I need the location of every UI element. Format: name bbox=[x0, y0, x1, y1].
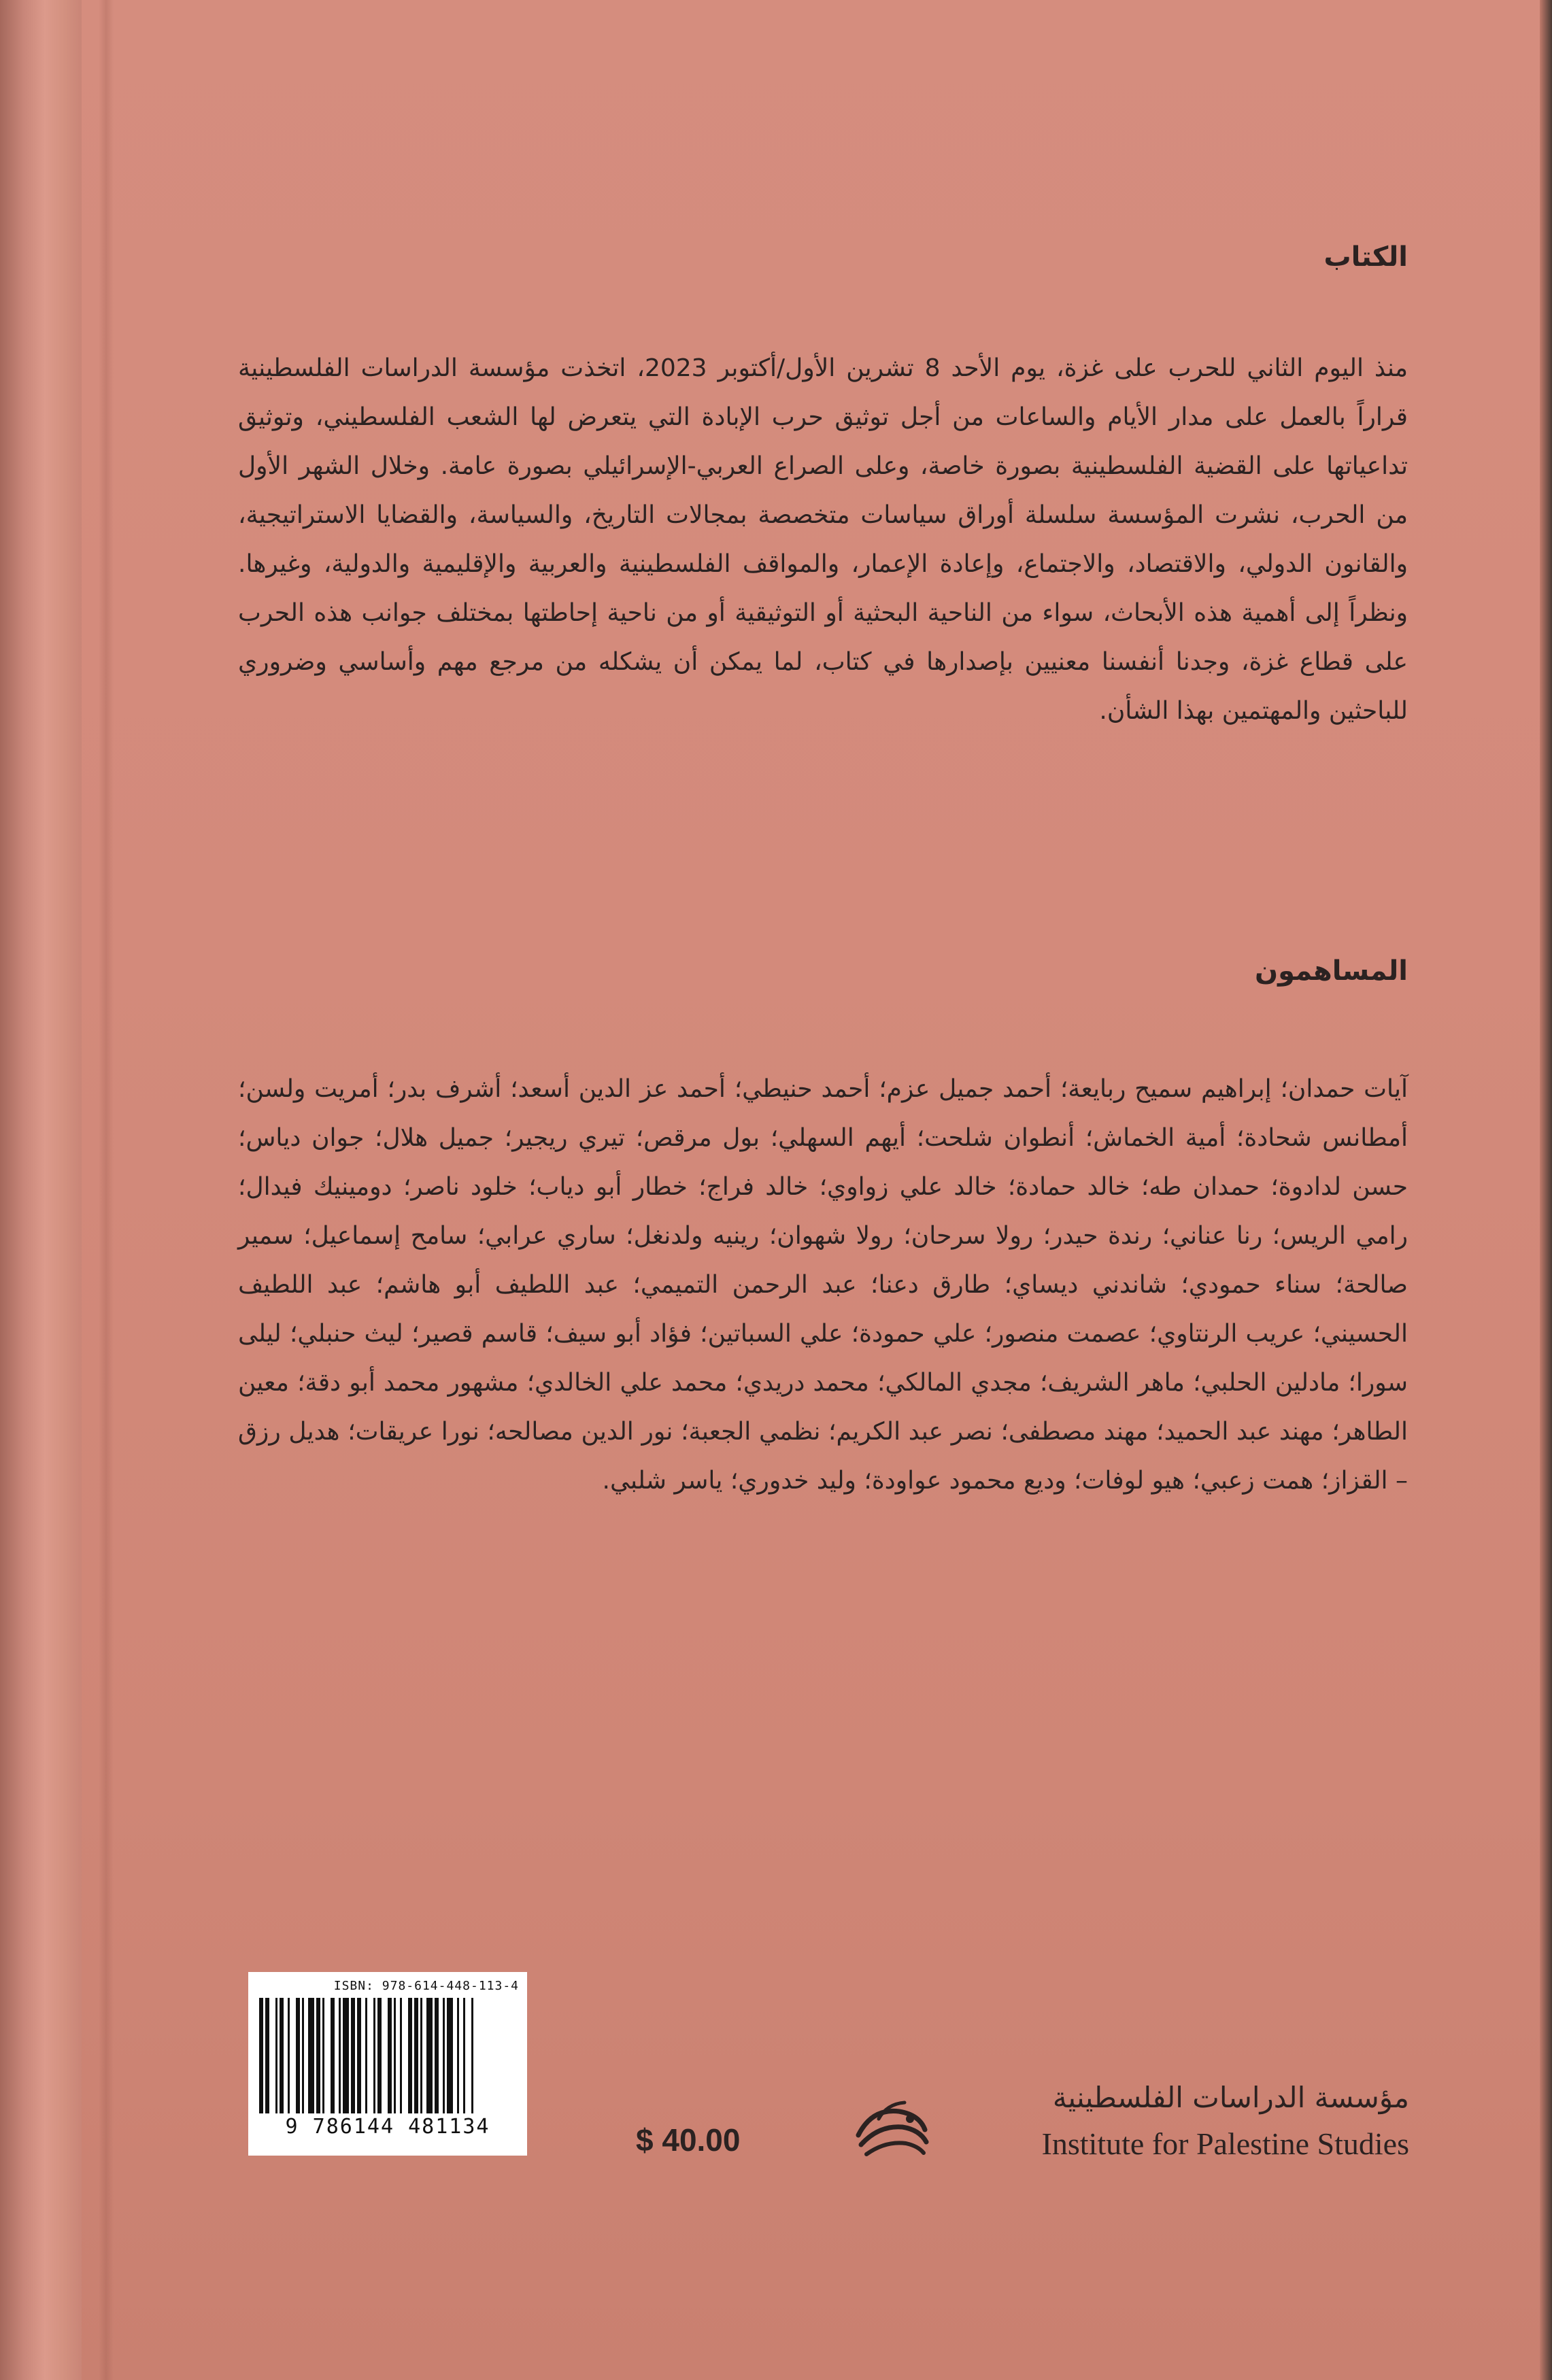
isbn-label: ISBN: 978-614-448-113-4 bbox=[333, 1979, 519, 1993]
book-description: منذ اليوم الثاني للحرب على غزة، يوم الأحد 8 تشرين الأول/أكتوبر 2023، اتخذت مؤسسة الدراسات الفلسطينية قراراً بالعمل على مدار الأيام والساعات من أجل توثيق حرب الإبادة التي يتعرض لها الشعب الفلسطيني، وتوثيق تداعياتها على القضية الفلسطينية بصورة خاصة، وعلى الصراع العربي-الإسرائيلي بصورة عامة. وخلال الشهر الأول من الحرب، نشرت المؤسسة سلسلة أوراق سياسات متخصصة بمجالات التاريخ، والسياسة، والقضايا الاستراتيجية، والقانون الدولي، والاقتصاد، والاجتماع، وإعادة الإعمار، والمواقف الفلسطينية والعربية والإقليمية والدولية، وغيرها. ونظراً إلى أهمية هذه الأبحاث، سواء من الناحية البحثية أو التوثيقية أو من ناحية إحاطتها بمختلف جوانب هذه الحرب على قطاع غزة، وجدنا أنفسنا معنيين بإصدارها في كتاب، لما يمكن أن يشكله من مرجع مهم وأساسي وضروري للباحثين والمهتمين بهذا الشأن. bbox=[238, 354, 1408, 725]
spine-crease bbox=[99, 0, 114, 2380]
barcode-bars bbox=[256, 1998, 519, 2113]
barcode-number: 9 786144 481134 bbox=[285, 2115, 490, 2139]
cover-right-edge bbox=[1540, 0, 1552, 2380]
contributors-section-heading bbox=[1255, 955, 1408, 987]
isbn-barcode bbox=[248, 1972, 527, 2156]
publisher-block bbox=[851, 2081, 1409, 2176]
spine-edge bbox=[0, 0, 82, 2380]
publisher-name-english: Institute for Palestine Studies bbox=[1041, 2126, 1409, 2161]
publisher-name-arabic: مؤسسة الدراسات الفلسطينية bbox=[1052, 2081, 1409, 2114]
contributors-heading-text: المساهمون bbox=[1254, 955, 1408, 987]
price-label: $ 40.00 bbox=[636, 2122, 741, 2158]
book-heading-text: الكتاب bbox=[1323, 241, 1408, 273]
book-section-heading bbox=[1323, 241, 1408, 273]
contributors-list: آيات حمدان؛ إبراهيم سميح ربايعة؛ أحمد جميل عزم؛ أحمد حنيطي؛ أحمد عز الدين أسعد؛ أشرف بدر؛ أمريت ولسن؛ أمطانس شحادة؛ أمية الخماش؛ أنطوان شلحت؛ أيهم السهلي؛ بول مرقص؛ تيري ريجير؛ جميل هلال؛ جوان دياس؛ حسن لدادوة؛ حمدان طه؛ خالد حمادة؛ خالد علي زواوي؛ خالد فراج؛ خطار أبو دياب؛ خلود ناصر؛ دومينيك فيدال؛ رامي الريس؛ رنا عناني؛ رندة حيدر؛ رولا سرحان؛ رولا شهوان؛ رينيه ولدنغل؛ ساري عرابي؛ سامح إسماعيل؛ سمير صالحة؛ سناء حمودي؛ شاندني ديساي؛ طارق دعنا؛ عبد الرحمن التميمي؛ عبد اللطيف أبو هاشم؛ عبد اللطيف الحسيني؛ عريب الرنتاوي؛ عصمت منصور؛ علي حمودة؛ علي السباتين؛ فؤاد أبو سيف؛ قاسم قصير؛ ليث حنبلي؛ ليلى سورا؛ مادلين الحلبي؛ ماهر الشريف؛ مجدي المالكي؛ محمد دريدي؛ محمد علي الخالدي؛ مشهور محمد أبو دقة؛ معين الطاهر؛ مهند عبد الحميد؛ مهند مصطفى؛ نصر عبد الكريم؛ نظمي الجعبة؛ نور الدين مصالحه؛ نورا عريقات؛ هديل رزق – القزاز؛ همت زعبي؛ هيو لوفات؛ وديع محمود عواودة؛ وليد خدوري؛ ياسر شلبي. bbox=[238, 1075, 1408, 1495]
ips-logo-icon bbox=[851, 2088, 933, 2169]
